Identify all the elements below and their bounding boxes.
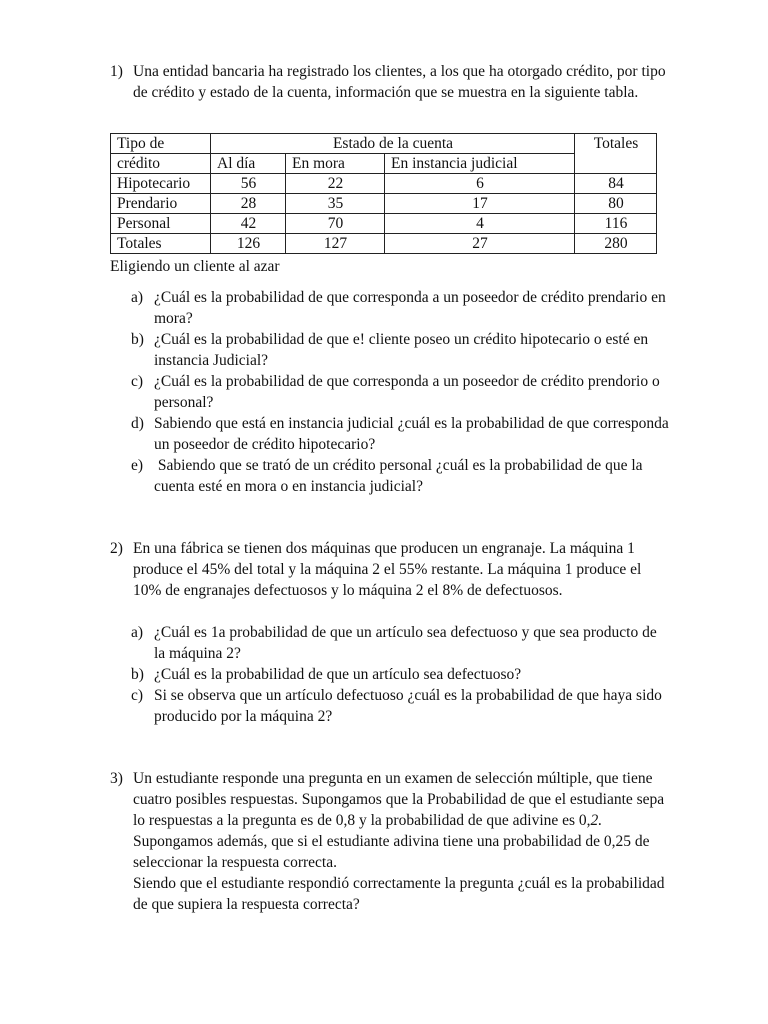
question-1-subquestions <box>131 287 671 497</box>
item-label: e) <box>131 457 144 474</box>
row-label: Prendario <box>111 194 211 214</box>
table-row <box>111 214 657 234</box>
table-row <box>111 194 657 214</box>
header-tipo-2: crédito <box>111 154 211 174</box>
intro-italic: 2. <box>590 812 603 829</box>
header-totales: Totales <box>575 134 657 174</box>
cell-total: 116 <box>575 214 657 234</box>
cell-judicial: 17 <box>385 194 575 214</box>
cell-al-dia: 56 <box>211 174 286 194</box>
cell-en-mora: 35 <box>286 194 385 214</box>
item-label: b) <box>131 666 144 683</box>
question-2 <box>110 538 670 601</box>
cell-judicial: 4 <box>385 214 575 234</box>
item-label: b) <box>131 331 144 348</box>
list-item <box>131 622 671 664</box>
cell-en-mora: 22 <box>286 174 385 194</box>
item-text: Sabiendo que está en instancia judicial ¿cuál es la probabilidad de que corresponda un poseedor de crédito hipotecario? <box>154 415 669 453</box>
item-text: Si se observa que un artículo defectuoso ¿cuál es la probabilidad de que haya sido producido por la máquina 2? <box>154 687 662 725</box>
table-row <box>111 234 657 254</box>
item-text: ¿Cuál es la probabilidad de que corresponda a un poseedor de crédito prendario en mora? <box>154 289 666 327</box>
item-label: d) <box>131 415 144 432</box>
item-label: c) <box>131 687 144 704</box>
cell-judicial: 6 <box>385 174 575 194</box>
question-number: 3) <box>110 770 123 787</box>
question-number: 2) <box>110 540 123 557</box>
cell-total: 280 <box>575 234 657 254</box>
question-1-intro: Una entidad bancaria ha registrado los clientes, a los que ha otorgado crédito, por tipo de crédito y estado de la cuenta, información que se muestra en la siguiente tabla. <box>133 63 666 101</box>
question-2-intro: En una fábrica se tienen dos máquinas que producen un engranaje. La máquina 1 produce el 45% del total y la máquina 2 el 55% restante. La máquina 1 produce el 10% de engranajes defectuosos y lo máquina 2 el 8% de defectuosos. <box>133 540 642 599</box>
cell-total: 80 <box>575 194 657 214</box>
question-3 <box>110 768 670 915</box>
item-text: Sabiendo que se trató de un crédito personal ¿cuál es la probabilidad de que la cuenta esté en mora o en instancia judicial? <box>154 457 647 495</box>
question-number: 1) <box>110 63 123 80</box>
row-label: Hipotecario <box>111 174 211 194</box>
table-row <box>111 174 657 194</box>
table-caption: Eligiendo un cliente al azar <box>110 258 280 275</box>
intro-text-continued: Supongamos además, que si el estudiante adivina tiene una probabilidad de 0,25 de seleccionar la respuesta correcta. <box>133 833 650 871</box>
item-text: ¿Cuál es la probabilidad de que corresponda a un poseedor de crédito prendorio o personal? <box>154 373 660 411</box>
header-estado: Estado de la cuenta <box>211 134 575 154</box>
cell-en-mora: 127 <box>286 234 385 254</box>
item-label: c) <box>131 373 144 390</box>
question-3-intro <box>133 768 670 873</box>
cell-total: 84 <box>575 174 657 194</box>
cell-al-dia: 28 <box>211 194 286 214</box>
list-item <box>131 371 671 413</box>
cell-judicial: 27 <box>385 234 575 254</box>
item-text: ¿Cuál es la probabilidad de que un artículo sea defectuoso? <box>154 666 522 683</box>
list-item <box>131 329 671 371</box>
cell-en-mora: 70 <box>286 214 385 234</box>
question-3-closing: Siendo que el estudiante respondió correctamente la pregunta ¿cuál es la probabilidad de que supiera la respuesta correcta? <box>133 875 665 913</box>
row-label: Personal <box>111 214 211 234</box>
header-al-dia: Al día <box>211 154 286 174</box>
item-label: a) <box>131 289 144 306</box>
cell-al-dia: 42 <box>211 214 286 234</box>
list-item <box>131 455 671 497</box>
intro-text: Un estudiante responde una pregunta en un examen de selección múltiple, que tiene cuatro posibles respuestas. Supongamos que la Probabilidad de que el estudiante sepa lo respuestas a la pregunta es de 0,8 y la probabilidad de que adivine es 0, <box>133 770 665 829</box>
credit-table <box>110 133 657 254</box>
cell-al-dia: 126 <box>211 234 286 254</box>
header-en-mora: En mora <box>286 154 385 174</box>
item-text: ¿Cuál es 1a probabilidad de que un artículo sea defectuoso y que sea producto de la máquina 2? <box>154 624 657 662</box>
question-2-subquestions <box>131 622 671 727</box>
list-item <box>131 685 671 727</box>
header-tipo-1: Tipo de <box>111 134 211 154</box>
list-item <box>131 664 671 685</box>
question-1 <box>110 61 670 103</box>
list-item <box>131 287 671 329</box>
header-judicial: En instancia judicial <box>385 154 575 174</box>
row-label: Totales <box>111 234 211 254</box>
item-text: ¿Cuál es la probabilidad de que e! cliente poseo un crédito hipotecario o esté en instancia Judicial? <box>154 331 649 369</box>
list-item <box>131 413 671 455</box>
item-label: a) <box>131 624 144 641</box>
